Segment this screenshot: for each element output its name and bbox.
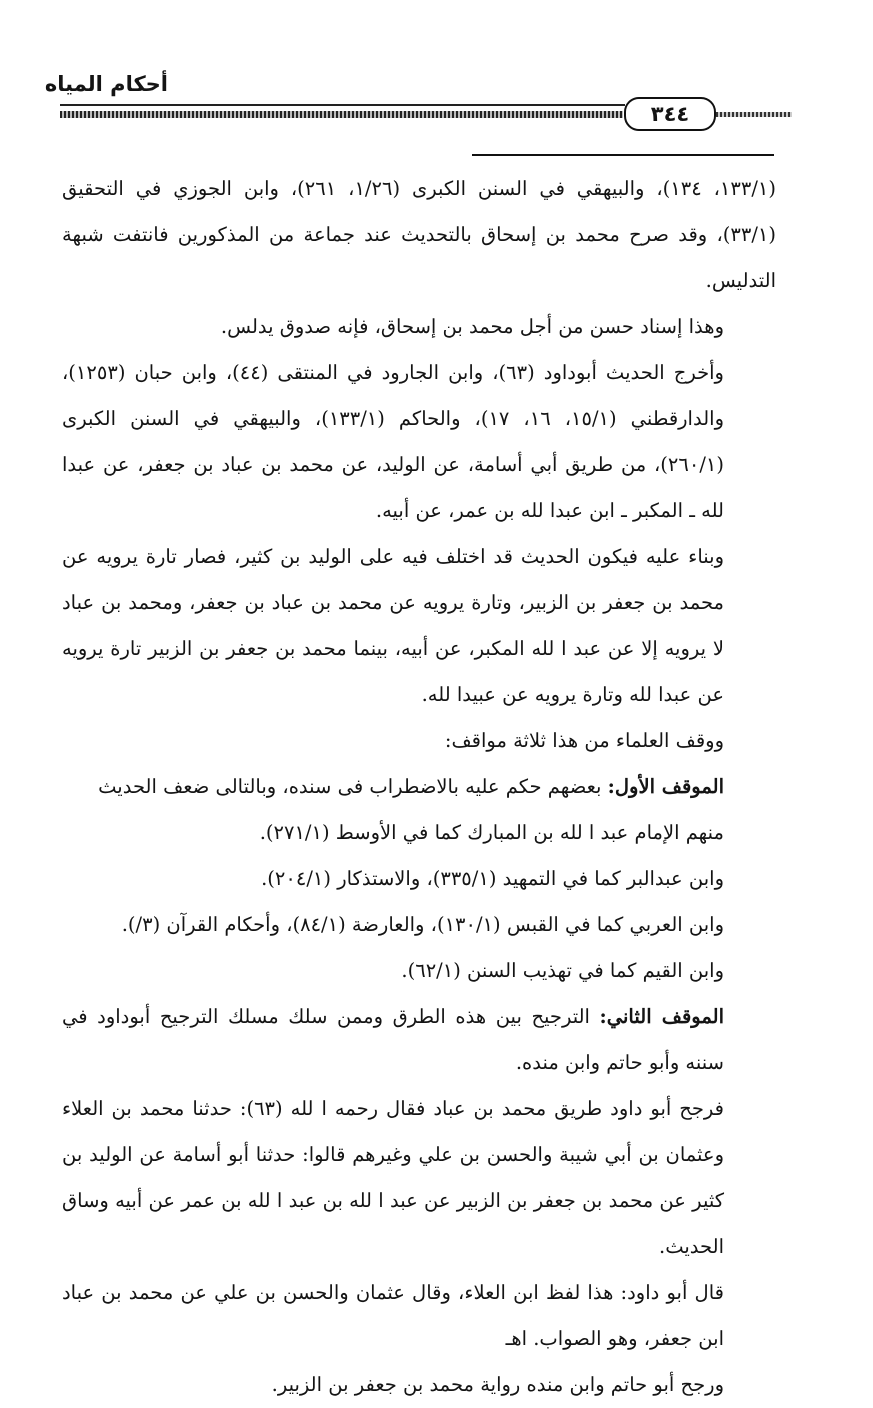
paragraph-text: وهذا إسناد حسن من أجل محمد بن إسحاق، فإنه صدوق يدلس. [220,315,724,338]
paragraph-text: منهم الإمام عبد ا لله بن المبارك كما في الأوسط (٢٧١/١). [259,821,724,844]
paragraph-4 [62,534,776,718]
paragraph-text: وبناء عليه فيكون الحديث قد اختلف فيه على الوليد بن كثير، فصار تارة يرويه عن محمد بن جعفر بن الزبير، وتارة يرويه عن محمد بن عباد بن جعفر، ومحمد بن عباد لا يرويه إلا عن عبد ا لله المكبر، عن أبيه، بينما محمد بن جعفر بن الزبير تارة يرويه عن عبدا لله وتارة يرويه عن عبيدا لله. [62,545,724,706]
paragraph-5 [62,718,776,764]
paragraph-13 [62,1270,776,1362]
paragraph-11 [62,994,776,1086]
paragraph-1 [62,166,776,304]
page-body [62,166,776,1408]
paragraph-text: قال أبو داود: هذا لفظ ابن العلاء، وقال عثمان والحسن بن علي عن محمد بن عباد ابن جعفر، وهو الصواب. اهـ [62,1281,724,1350]
section-label: الموقف الثاني: [599,1005,724,1028]
page-number: ٣٤٤ [624,97,716,131]
paragraph-14 [62,1362,776,1408]
paragraph-12 [62,1086,776,1270]
paragraph-9 [62,902,776,948]
header-rule-dotted [60,111,623,118]
paragraph-7 [62,810,776,856]
paragraph-text: وابن عبدالبر كما في التمهيد (٣٣٥/١)، والاستذكار (٢٠٤/١). [261,867,724,890]
paragraph-text: وأخرج الحديث أبوداود (٦٣)، وابن الجارود في المنتقى (٤٤)، وابن حبان (١٢٥٣)، والدارقطني (١٥/١، ١٦، ١٧)، والحاكم (١٣٣/١)، والبيهقي في السنن الكبرى (٢٦٠/١)، من طريق أبي أسامة، عن الوليد، عن محمد بن عباد بن جعفر، عن عبدا لله ـ المكبر ـ ابن عبدا لله بن عمر، عن أبيه. [62,361,724,522]
header-rule-right [712,112,792,117]
paragraph-10 [62,948,776,994]
continuation-rule [472,154,774,156]
paragraph-text: الترجيح بين هذه الطرق وممن سلك مسلك الترجيح أبوداود في سننه وأبو حاتم وابن منده. [62,1005,724,1074]
header-rule [60,104,625,106]
paragraph-text: ورجح أبو حاتم وابن منده رواية محمد بن جعفر بن الزبير. [271,1373,724,1396]
section-label: الموقف الأول: [607,775,724,798]
paragraph-text: وابن القيم كما في تهذيب السنن (٦٢/١). [401,959,724,982]
paragraph-2 [62,304,776,350]
running-head-title: أحكام المياه [44,72,168,96]
paragraph-text: بعضهم حكم عليه بالاضطراب فى سنده، وبالتالى ضعف الحديث [98,775,608,798]
paragraph-8 [62,856,776,902]
paragraph-3 [62,350,776,534]
paragraph-text: ووقف العلماء من هذا ثلاثة مواقف: [444,729,724,752]
paragraph-6 [62,764,776,810]
paragraph-text: (١٣٣/١، ١٣٤)، والبيهقي في السنن الكبرى (١/٢٦، ٢٦١)، وابن الجوزي في التحقيق (٣٣/١)، وقد صرح محمد بن إسحاق بالتحديث عند جماعة من المذكورين فانتفت شبهة التدليس. [62,177,776,292]
paragraph-text: وابن العربي كما في القبس (١٣٠/١)، والعارضة (٨٤/١)، وأحكام القرآن (٣/). [121,913,724,936]
paragraph-text: فرجح أبو داود طريق محمد بن عباد فقال رحمه ا لله (٦٣): حدثنا محمد بن العلاء وعثمان بن أبي شيبة والحسن بن علي وغيرهم قالوا: حدثنا أبو أسامة عن الوليد بن كثير عن محمد بن جعفر بن الزبير عن عبد ا لله بن عبد ا لله بن عمر عن أبيه وساق الحديث. [62,1097,725,1258]
